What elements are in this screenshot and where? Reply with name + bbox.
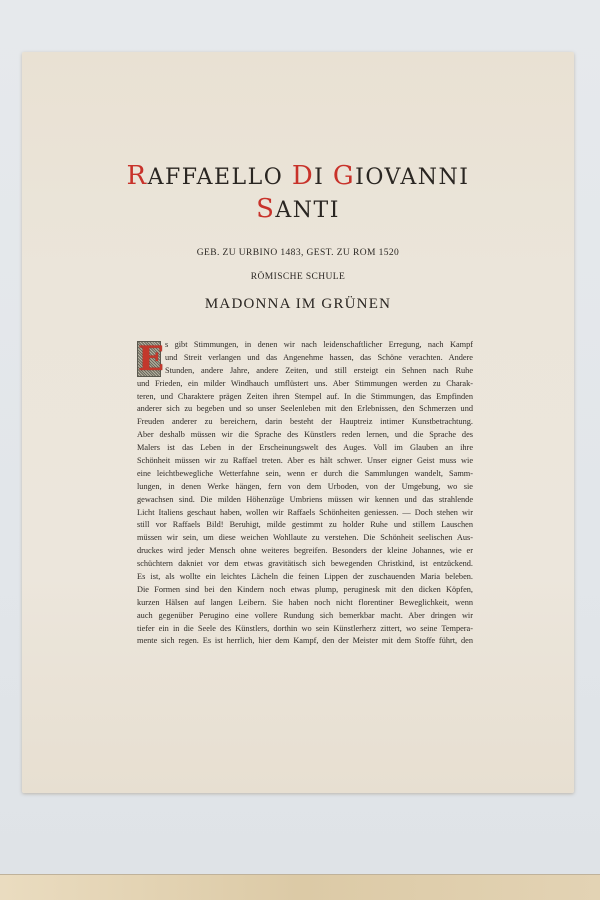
text-line: Licht Italiens geschaut haben, wollen wir Raffaels Schönheiten geniessen. — Doch stehen wir [137, 507, 473, 517]
title-initial: D [291, 161, 315, 191]
table-surface [0, 874, 600, 900]
title-text: ANTI [275, 198, 340, 223]
text-line: müssen wir sein, um diese weichen Wohllaute zu verstehen. Die Schönheit seelischen Aus- [137, 533, 473, 543]
text-line: Stunden, andere Jahre, andere Zeiten, und still ersteigt ein Sehnen nach Ruhe [165, 365, 473, 375]
drop-cap-letter: E [138, 339, 164, 379]
title-line-2 [22, 195, 574, 225]
text-line: Schönheit müssen wir zu Raffael treten. Aber es hält schwer. Unser eigner Geist muss wie [137, 456, 473, 466]
text-line: Freuden anderer zu bereichern, darin besteht der Hauptreiz intimer Kunstbetrachtung. [137, 417, 473, 427]
text-line: Malers ist das Leben in der Erscheinungswelt des Auges. Voll im Glauben an ihre [137, 443, 473, 453]
title-initial: S [256, 194, 276, 224]
text-line: und Streit verlangen und das Angenehme hassen, das Schöne verachten. Andere [165, 352, 473, 362]
text-line: tiefer ein in die Seele des Künstlers, dorthin wo sein Künstlerherz zittert, wo seine Tempera- [137, 623, 473, 633]
body-text [137, 339, 473, 648]
title-text: IOVANNI [355, 165, 470, 190]
text-line: lungen, in denen Werke hängen, fern von dem Urboden, von der Umgebung, wo sie [137, 481, 473, 491]
book-page [22, 52, 574, 793]
text-line: Es ist, als wollte ein leichtes Lächeln die feinen Lippen der zuschauenden Maria beleben. [137, 572, 473, 582]
title-text: AFFAELLO [147, 165, 292, 190]
artwork-heading: MADONNA IM GRÜNEN [204, 296, 392, 312]
title-text: I [314, 165, 333, 190]
text-line: Die Formen sind bei den Kindern noch etwas plump, peruginesk mit den dicken Köpfen, [137, 584, 473, 594]
text-line: druckes wird jeder Mensch ohne weiteres begreifen. Besonders der kleine Johannes, wie er [137, 546, 473, 556]
school-label: RÖMISCHE SCHULE [250, 272, 346, 282]
title-initial: R [126, 161, 148, 191]
text-line: Aber deshalb müssen wir die Sprache des Künstlers reden lernen, und die Sprache des [137, 430, 473, 440]
title-initial: G [332, 161, 356, 191]
title-line-1 [22, 162, 574, 192]
text-line: teren, und Charaktere prägen Zeiten ihren Stempel auf. In die Stimmungen, das Empfinden [137, 391, 473, 401]
text-line: schüchtern dakniet vor dem etwas gravitätisch sich bewegenden Christkind, ist entzückend. [137, 559, 473, 569]
text-line: gewachsen sind. Die milden Höhenzüge Umbriens müssen wir kennen und das strahlende [137, 494, 473, 504]
text-line: still vor Raffaels Bild! Beruhigt, milde gestimmt zu holder Ruhe und stillem Lauschen [137, 520, 473, 530]
text-line: s gibt Stimmungen, in denen wir nach leidenschaftlicher Erregung, nach Kampf [165, 340, 473, 349]
text-line: und Frieden, ein milder Windhauch umflüstert uns. Aber Stimmungen werden zu Charak- [137, 378, 473, 388]
text-line: auch gegenüber Perugino eine vollere Rundung sich bemerkbar macht. Aber dringen wir [137, 610, 473, 620]
drop-cap-initial [137, 339, 164, 379]
text-line: eine leichtbewegliche Wetterfahne sein, wenn er durch die Sammlungen wandelt, Samm- [137, 468, 473, 478]
text-line: anderer sich zu begeben und so unser Seelenleben mit den Erlebnissen, den Schmerzen und [137, 404, 473, 414]
text-line: kurzen Hälsen auf langen Leibern. Sie haben noch nicht florentiner Beweglichkeit, wenn [137, 597, 473, 607]
text-line: mente sich regen. Es ist herrlich, hier dem Kampf, den der Meister mit dem Stoffe führt, den [137, 636, 473, 646]
life-dates: GEB. ZU URBINO 1483, GEST. ZU ROM 1520 [196, 248, 400, 258]
